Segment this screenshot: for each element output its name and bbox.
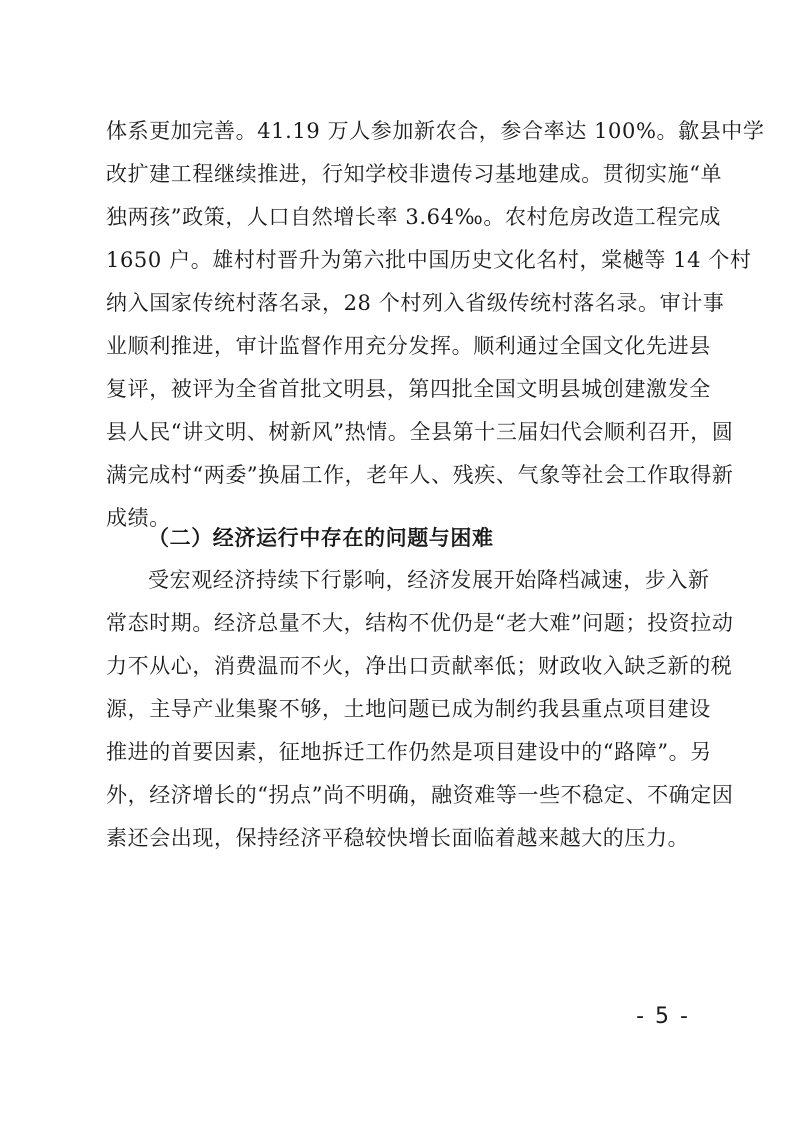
paragraph-economic-problems	[106, 559, 734, 860]
paragraph-line: 1650 户。雄村村晋升为第六批中国历史文化名村，棠樾等 14 个村	[106, 248, 752, 272]
paragraph-line: 改扩建工程继续推进，行知学校非遗传习基地建成。贯彻实施“单	[106, 162, 723, 186]
section-heading	[106, 516, 690, 559]
paragraph-line: 常态时期。经济总量不大，结构不优仍是“老大难”问题；投资拉动	[106, 611, 734, 635]
paragraph-line: 独两孩”政策，人口自然增长率 3.64‰。农村危房改造工程完成	[106, 205, 721, 229]
paragraph-line: 复评，被评为全省首批文明县，第四批全国文明县城创建激发全	[106, 377, 711, 401]
paragraph-line: 素还会出现，保持经济平稳较快增长面临着越来越大的压力。	[106, 826, 690, 850]
paragraph-line: 推进的首要因素，征地拆迁工作仍然是项目建设中的“路障”。另	[106, 740, 712, 764]
paragraph-social-development	[106, 110, 765, 540]
paragraph-line: 满完成村“两委”换届工作，老年人、残疾、气象等社会工作取得新	[106, 463, 734, 487]
paragraph-line: 外，经济增长的“拐点”尚不明确，融资难等一些不稳定、不确定因	[106, 783, 734, 807]
paragraph-line: 体系更加完善。41.19 万人参加新农合，参合率达 100%。歙县中学	[106, 119, 765, 143]
paragraph-line: 业顺利推进，审计监督作用充分发挥。顺利通过全国文化先进县	[106, 334, 711, 358]
paragraph-line: 县人民“讲文明、树新风”热情。全县第十三届妇代会顺利召开，圆	[106, 420, 734, 444]
paragraph-line: 纳入国家传统村落名录，28 个村列入省级传统村落名录。审计事	[106, 291, 725, 315]
paragraph-line: 力不从心，消费温而不火，净出口贡献率低；财政收入缺乏新的税	[106, 654, 733, 678]
paragraph-line: 源，主导产业集聚不够，土地问题已成为制约我县重点项目建设	[106, 697, 711, 721]
page-number: - 5 -	[636, 1004, 690, 1029]
paragraph-line: 成绩。	[106, 506, 171, 530]
paragraph-line: 受宏观经济持续下行影响，经济发展开始降档减速，步入新	[148, 568, 710, 592]
section-heading-text: （二）经济运行中存在的问题与困难	[148, 525, 494, 550]
